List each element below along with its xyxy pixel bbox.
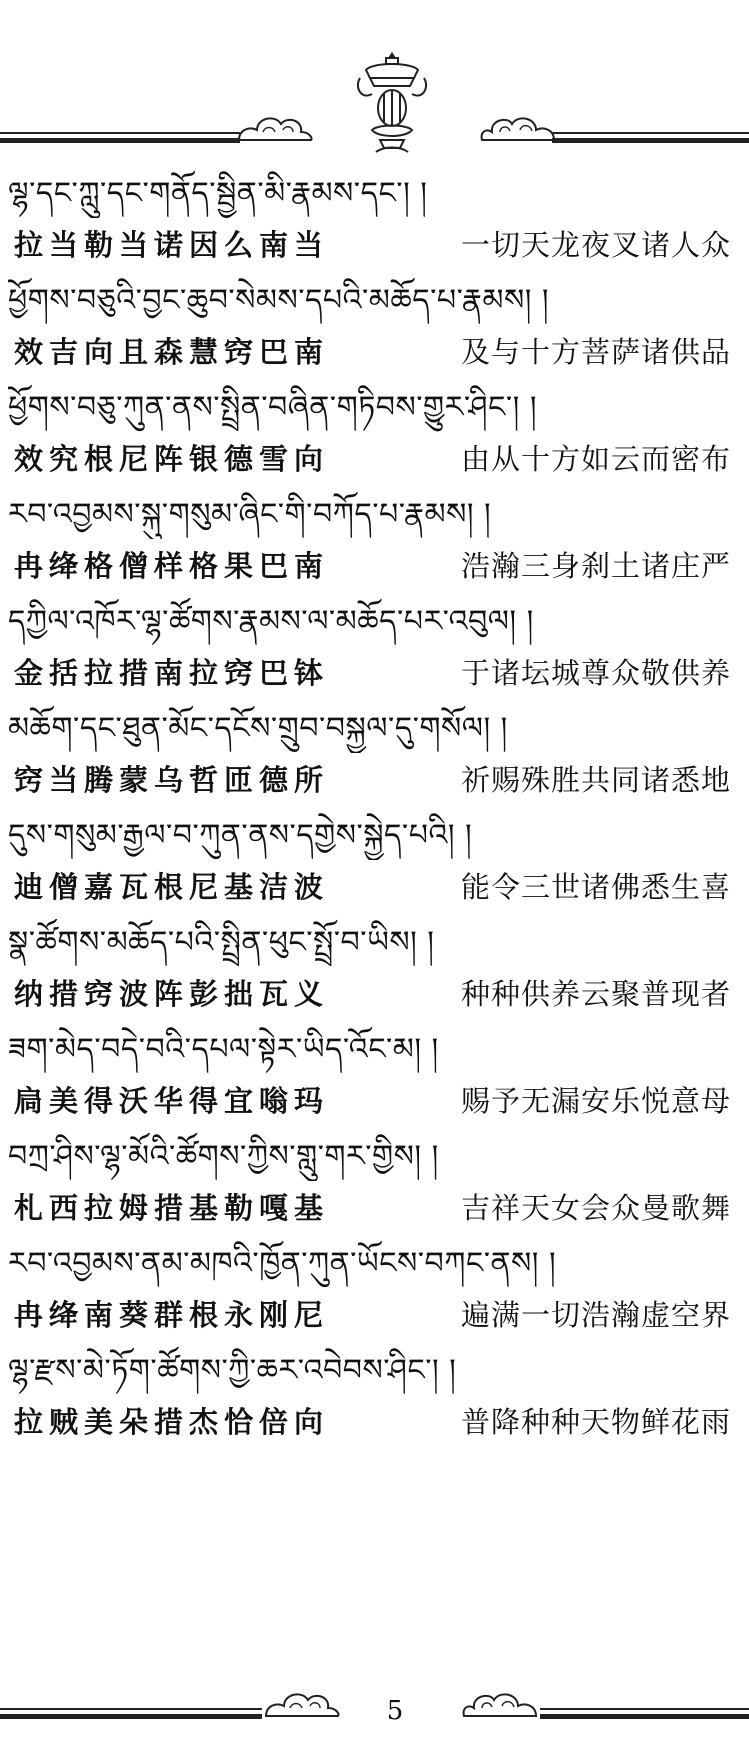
tibetan-line: དུས་གསུམ་རྒྱལ་བ་ཀུན་ནས་དགྱེས་སྐྱེད་པའི། ། — [8, 818, 473, 853]
phonetic-line: 冉绛格僧样格果巴南 — [14, 549, 330, 583]
chinese-translation: 遍满一切浩瀚虚空界 — [460, 1298, 731, 1332]
verse-block — [0, 1347, 749, 1454]
cloud-ornament-icon — [262, 1686, 342, 1720]
verse-block — [0, 919, 749, 1026]
phonetic-line: 冉绛南葵群根永刚尼 — [14, 1298, 330, 1332]
tibetan-line: ལྷ་དང་ཀླུ་དང་གནོད་སྦྱིན་མི་རྣམས་དང་། ། — [8, 176, 428, 211]
footer-rule-left — [0, 1708, 262, 1710]
phonetic-line: 纳措窍波阵彭拙瓦义 — [14, 977, 330, 1011]
footer-ornament — [0, 1680, 749, 1740]
phonetic-line: 扃美得沃华得宜嗡玛 — [14, 1084, 330, 1118]
chinese-translation: 吉祥天女会众曼歌舞 — [460, 1191, 731, 1225]
chinese-translation: 祈赐殊胜共同诸悉地 — [460, 763, 731, 797]
tibetan-line: དཀྱིལ་འཁོར་ལྷ་ཚོགས་རྣམས་ལ་མཆོད་པར་འབུལ། ། — [8, 604, 534, 639]
chinese-translation: 一切天龙夜叉诸人众 — [460, 228, 731, 262]
tibetan-line: ཕྱོགས་བཅུ་ཀུན་ནས་སྤྲིན་བཞིན་གཏིབས་གྱུར་ཤིང་། ། — [8, 390, 537, 425]
verse-block — [0, 384, 749, 491]
tibetan-line: སྣ་ཚོགས་མཆོད་པའི་སྤྲིན་ཕུང་སྤྲོ་བ་ཡིས། ། — [8, 925, 435, 960]
cloud-ornament-icon — [235, 110, 315, 144]
tibetan-line: ཟག་མེད་བདེ་བའི་དཔལ་སྟེར་ཡིད་འོང་མ། ། — [8, 1032, 439, 1067]
verse-block — [0, 170, 749, 277]
header-rule-left — [0, 132, 240, 134]
tibetan-line: ཕྱོགས་བཅུའི་བྱང་ཆུབ་སེམས་དཔའི་མཆོད་པ་རྣམས། ། — [8, 283, 550, 318]
chinese-translation: 浩瀚三身刹土诸庄严 — [460, 549, 731, 583]
cloud-ornament-icon — [478, 110, 558, 144]
chinese-translation: 能令三世诸佛悉生喜 — [460, 870, 731, 904]
dharma-wheel-emblem-icon — [352, 48, 432, 158]
tibetan-line: ལྷ་རྫས་མེ་ཏོག་ཚོགས་ཀྱི་ཆར་འབེབས་ཤིང་། ། — [8, 1353, 457, 1388]
chinese-translation: 于诸坛城尊众敬供养 — [460, 656, 731, 690]
phonetic-line: 金括拉措南拉窍巴钵 — [14, 656, 330, 690]
footer-rule-left-thick — [0, 1714, 262, 1719]
phonetic-line: 札西拉姆措基勒嘎基 — [14, 1191, 330, 1225]
chinese-translation: 由从十方如云而密布 — [460, 442, 731, 476]
verse-block — [0, 598, 749, 705]
tibetan-line: རབ་འབྱམས་སྐུ་གསུམ་ཞིང་གི་བཀོད་པ་རྣམས། ། — [8, 497, 492, 532]
phonetic-line: 迪僧嘉瓦根尼基洁波 — [14, 870, 330, 904]
verse-block — [0, 1240, 749, 1347]
header-rule-right-thick — [552, 138, 749, 143]
header-rule-left-thick — [0, 138, 240, 143]
chinese-translation: 种种供养云聚普现者 — [460, 977, 731, 1011]
chinese-translation: 及与十方菩萨诸供品 — [460, 335, 731, 369]
verse-block — [0, 812, 749, 919]
chinese-translation: 普降种种天物鲜花雨 — [460, 1405, 731, 1439]
phonetic-line: 拉当勒当诺因么南当 — [14, 228, 330, 262]
header-ornament — [0, 40, 749, 170]
chinese-translation: 赐予无漏安乐悦意母 — [460, 1084, 731, 1118]
verse-block — [0, 491, 749, 598]
phonetic-line: 效究根尼阵银德雪向 — [14, 442, 330, 476]
phonetic-line: 效吉向且森慧窍巴南 — [14, 335, 330, 369]
verse-block — [0, 1133, 749, 1240]
tibetan-line: རབ་འབྱམས་ནམ་མཁའི་ཁྱོན་ཀུན་ཡོངས་བཀང་ནས། ། — [8, 1246, 557, 1281]
phonetic-line: 窍当腾蒙乌哲匝德所 — [14, 763, 330, 797]
phonetic-line: 拉贼美朵措杰恰倍向 — [14, 1405, 330, 1439]
header-rule-right — [552, 132, 749, 134]
footer-rule-right — [540, 1708, 749, 1710]
verse-block — [0, 277, 749, 384]
cloud-ornament-icon — [460, 1686, 540, 1720]
page-number: 5 — [386, 1696, 404, 1726]
verse-block — [0, 705, 749, 812]
tibetan-line: མཆོག་དང་ཐུན་མོང་དངོས་གྲུབ་བསྐྱལ་དུ་གསོལ། ། — [8, 711, 508, 746]
footer-rule-right-thick — [540, 1714, 749, 1719]
verse-block — [0, 1026, 749, 1133]
tibetan-line: བཀྲ་ཤིས་ལྷ་མོའི་ཚོགས་ཀྱིས་གླུ་གར་གྱིས། ། — [8, 1139, 439, 1174]
